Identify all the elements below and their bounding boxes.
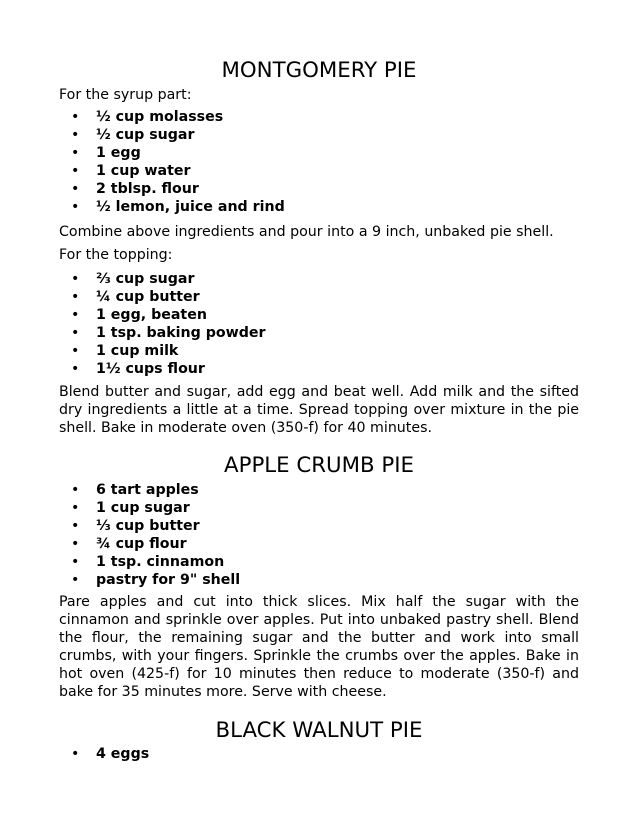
apple-crumb-ingredient-list	[59, 481, 240, 589]
bullet-icon: •	[71, 307, 80, 323]
bullet-icon: •	[71, 482, 80, 498]
topping-instructions: Blend butter and sugar, add egg and beat well. Add milk and the sifted dry ingredients a little at a time. Spread topping over mixture in the pie shell. Bake in moderate oven (350-f) for 40 minutes.	[59, 384, 579, 436]
bullet-icon: •	[71, 271, 80, 287]
bullet-icon: •	[71, 536, 80, 552]
bullet-icon: •	[71, 746, 80, 762]
list-item: • 1 cup sugar	[71, 500, 190, 516]
bullet-icon: •	[71, 518, 80, 534]
bullet-icon: •	[71, 325, 80, 341]
list-item: • ¼ cup butter	[71, 289, 200, 305]
list-item: • ½ lemon, juice and rind	[71, 199, 285, 215]
bullet-icon: •	[71, 343, 80, 359]
list-item: • ⅓ cup butter	[71, 518, 200, 534]
list-item: • 2 tblsp. flour	[71, 181, 199, 197]
bullet-icon: •	[71, 500, 80, 516]
list-item: • pastry for 9" shell	[71, 572, 241, 588]
bullet-icon: •	[71, 199, 80, 215]
bullet-icon: •	[71, 289, 80, 305]
list-item: • ½ cup sugar	[71, 127, 195, 143]
list-item: • 1 egg, beaten	[71, 307, 207, 323]
syrup-intro: For the syrup part:	[59, 87, 192, 103]
recipe-title-black-walnut-pie: BLACK WALNUT PIE	[215, 718, 423, 743]
bullet-icon: •	[71, 554, 80, 570]
bullet-icon: •	[71, 127, 80, 143]
bullet-icon: •	[71, 361, 80, 377]
apple-crumb-instructions: Pare apples and cut into thick slices. Mix half the sugar with the cinnamon and sprinkle over apples. Put into unbaked pastry shell. Blend the flour, the remaining sugar and the butter and work into small crumbs, with your fingers. Sprinkle the crumbs over the apples. Bake in hot oven (425-f) for 10 minutes then reduce to moderate (350-f) and bake for 35 minutes more. Serve with cheese.	[59, 594, 579, 700]
list-item: • ½ cup molasses	[71, 109, 224, 125]
list-item: • ¾ cup flour	[71, 536, 187, 552]
bullet-icon: •	[71, 163, 80, 179]
list-item: • 4 eggs	[71, 746, 150, 762]
topping-intro: For the topping:	[59, 247, 173, 263]
black-walnut-ingredient-list	[59, 745, 149, 763]
bullet-icon: •	[71, 109, 80, 125]
list-item: • 1 tsp. baking powder	[71, 325, 266, 341]
topping-ingredient-list	[59, 270, 266, 378]
list-item: • 1 cup milk	[71, 343, 179, 359]
list-item: • 1 cup water	[71, 163, 191, 179]
syrup-ingredient-list	[59, 108, 285, 216]
syrup-instructions: Combine above ingredients and pour into a 9 inch, unbaked pie shell.	[59, 224, 554, 240]
list-item: • 1½ cups flour	[71, 361, 205, 377]
bullet-icon: •	[71, 572, 80, 588]
list-item: • ⅔ cup sugar	[71, 271, 195, 287]
list-item: • 1 egg	[71, 145, 141, 161]
recipe-title-apple-crumb-pie: APPLE CRUMB PIE	[224, 453, 414, 478]
bullet-icon: •	[71, 145, 80, 161]
list-item: • 1 tsp. cinnamon	[71, 554, 225, 570]
list-item: • 6 tart apples	[71, 482, 199, 498]
recipe-title-montgomery-pie: MONTGOMERY PIE	[221, 58, 417, 83]
bullet-icon: •	[71, 181, 80, 197]
